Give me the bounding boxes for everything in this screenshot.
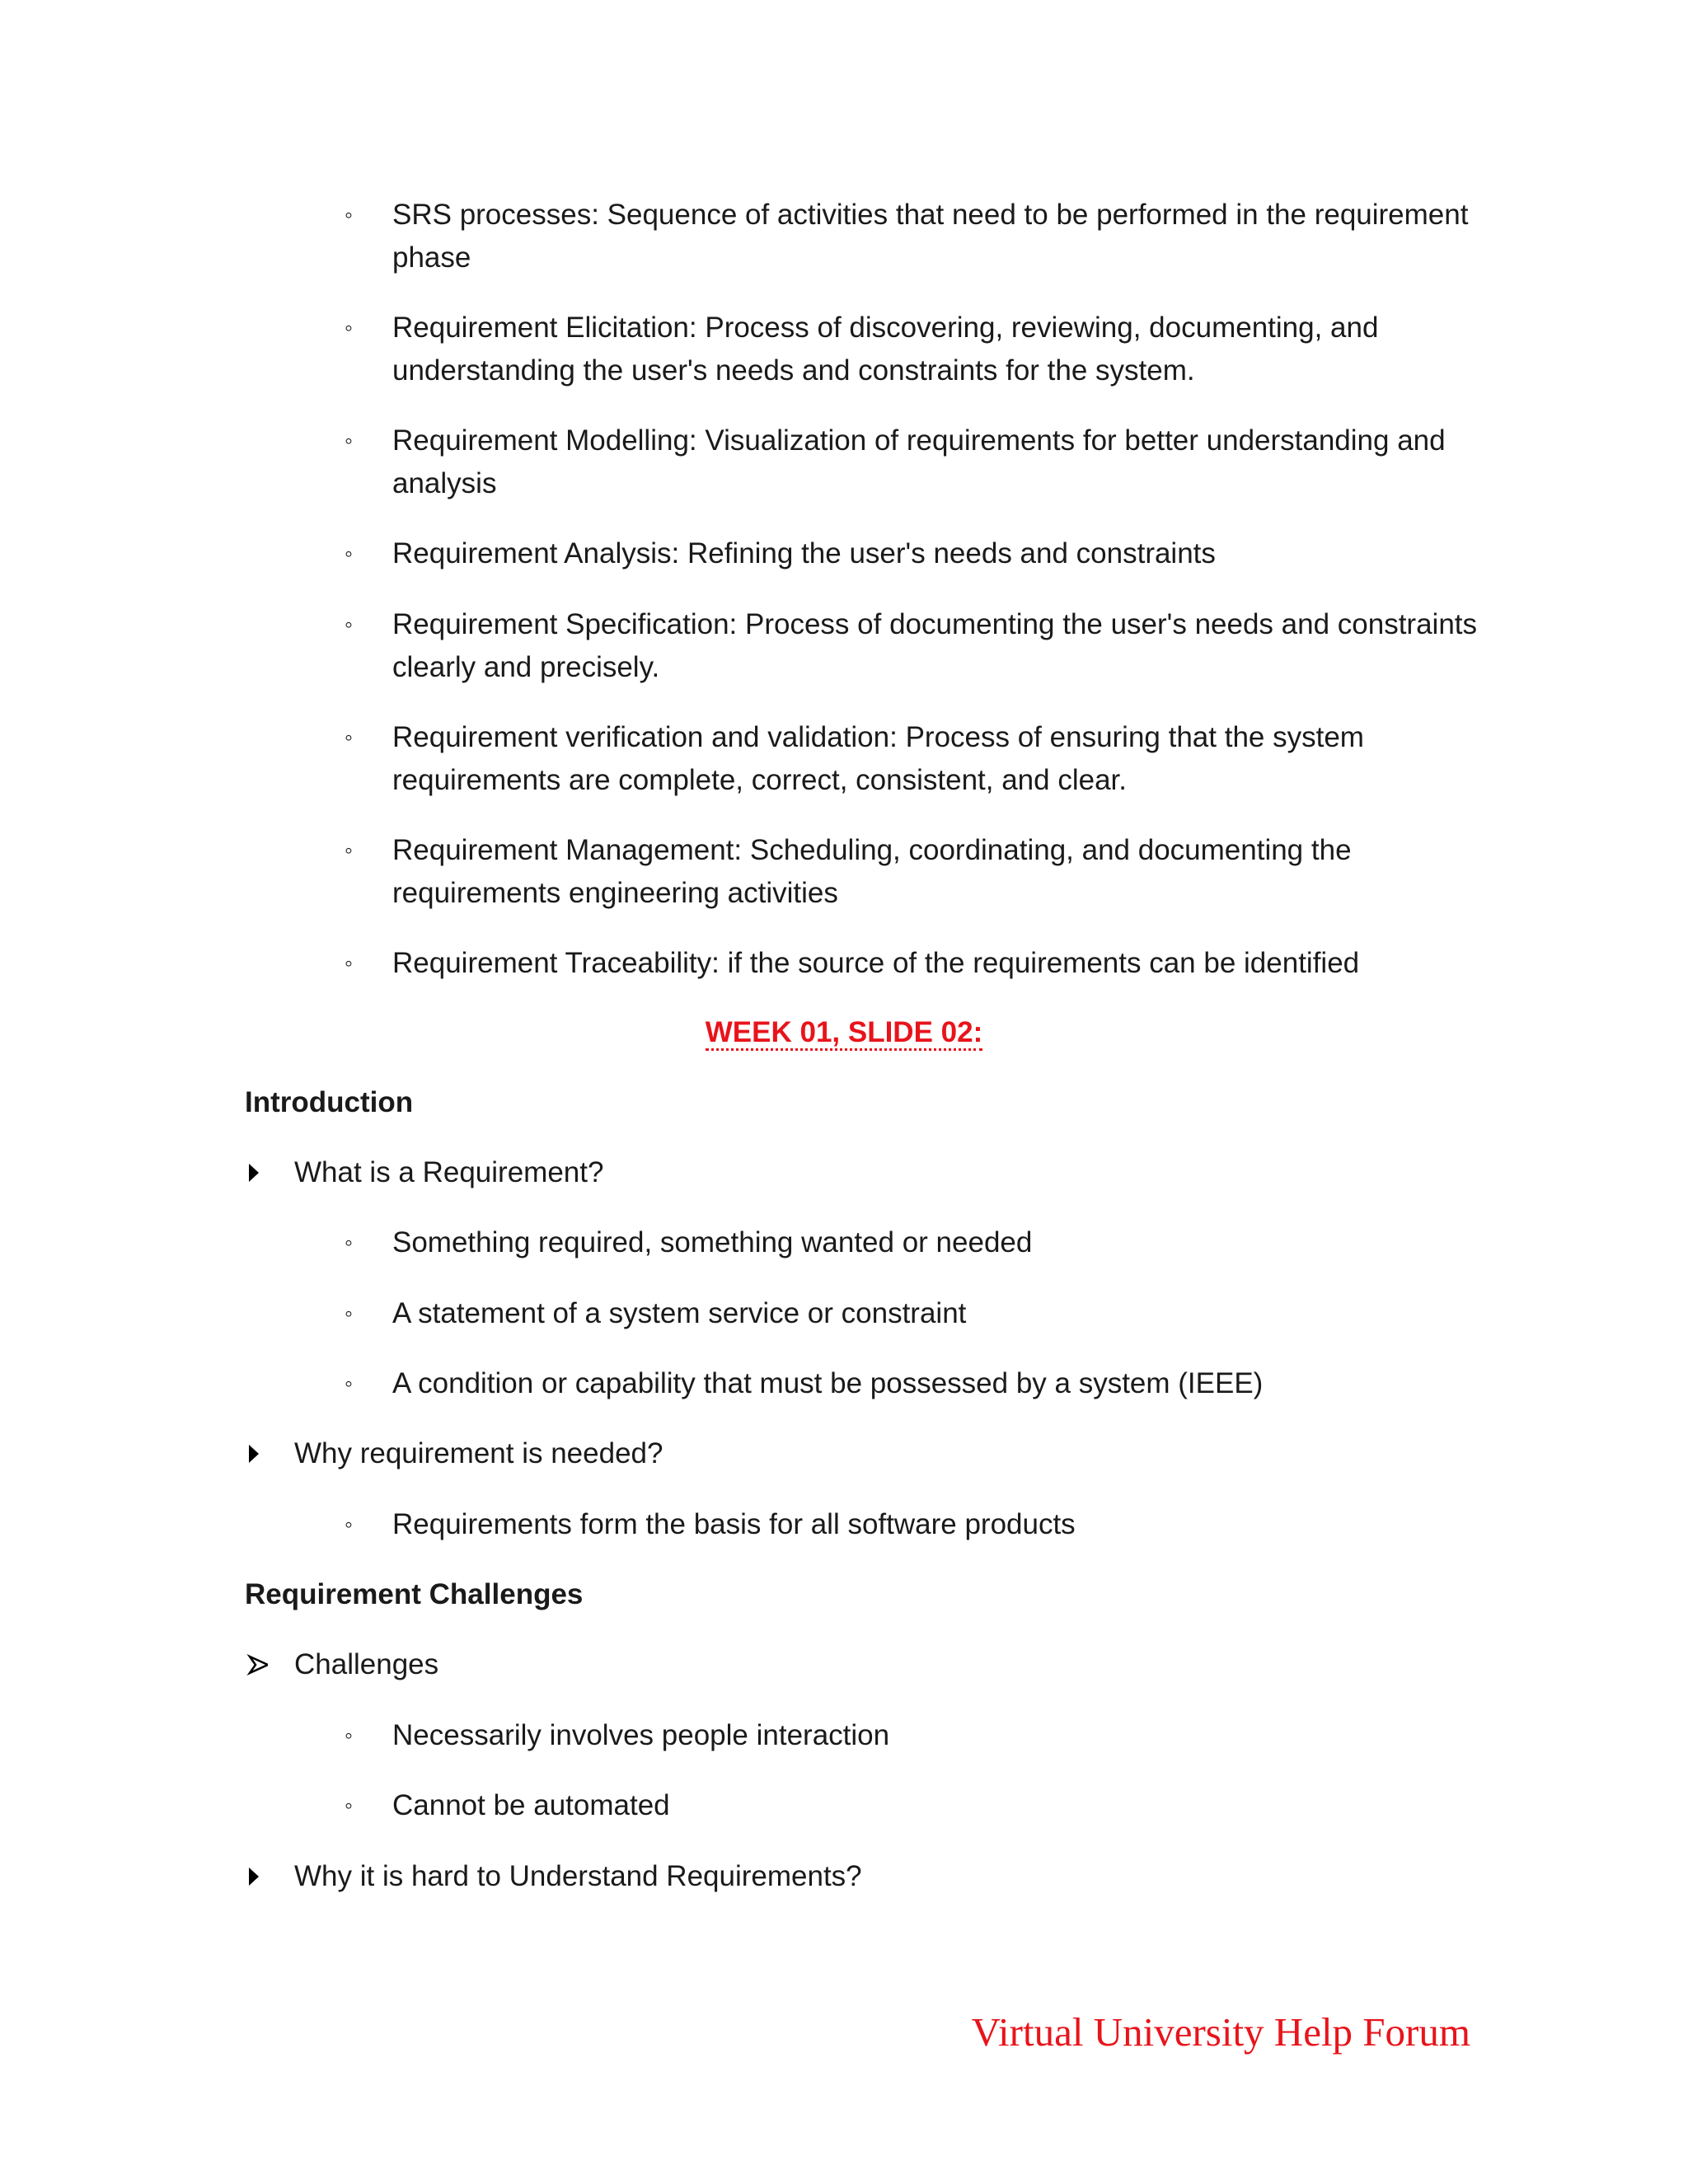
srs-item — [345, 194, 1469, 279]
intro-item — [345, 1221, 1033, 1264]
circle-bullet-icon: ◦ — [345, 1301, 353, 1326]
question-text: What is a Requirement? — [294, 1156, 604, 1188]
footer-watermark: Virtual University Help Forum — [971, 2009, 1470, 2055]
week-slide-title — [0, 1011, 1688, 1054]
challenge-item-text: Necessarily involves people interaction — [392, 1719, 890, 1751]
srs-item — [345, 829, 1352, 915]
circle-bullet-icon: ◦ — [345, 202, 353, 227]
srs-item-line: clearly and precisely. — [392, 651, 660, 683]
srs-item-line: Requirement Traceability: if the source of the requirements can be identified — [392, 947, 1360, 979]
srs-item-line: Requirement Analysis: Refining the user's needs and constraints — [392, 537, 1216, 569]
question-text: Why requirement is needed? — [294, 1437, 663, 1469]
circle-bullet-icon: ◦ — [345, 428, 353, 453]
circle-bullet-icon: ◦ — [345, 612, 353, 637]
circle-bullet-icon: ◦ — [345, 837, 353, 863]
circle-bullet-icon: ◦ — [345, 1722, 353, 1748]
srs-item-line: Requirement Modelling: Visualization of requirements for better understanding and — [392, 424, 1446, 457]
srs-item — [345, 532, 1216, 575]
srs-item-line: requirements engineering activities — [392, 877, 838, 909]
question-item — [294, 1432, 663, 1475]
srs-item-line: Requirement verification and validation: Process of ensuring that the system — [392, 721, 1364, 753]
srs-item-line: SRS processes: Sequence of activities that need to be performed in the requirement — [392, 199, 1469, 231]
srs-item — [345, 307, 1379, 392]
arrow-bullet-icon — [246, 1643, 268, 1686]
question-text: Why it is hard to Understand Requirements? — [294, 1860, 862, 1892]
challenges-item — [294, 1643, 438, 1686]
intro-item-text: A statement of a system service or constraint — [392, 1297, 967, 1329]
srs-item-line: Requirement Elicitation: Process of discovering, reviewing, documenting, and — [392, 312, 1379, 344]
srs-item — [345, 603, 1478, 689]
question-item — [294, 1855, 862, 1898]
question-item — [294, 1151, 603, 1194]
circle-bullet-icon: ◦ — [345, 1793, 353, 1818]
triangle-right-bullet-icon — [246, 1855, 265, 1898]
srs-item-line: Requirement Management: Scheduling, coordinating, and documenting the — [392, 834, 1352, 866]
srs-item — [345, 419, 1446, 505]
srs-item-line: requirements are complete, correct, consistent, and clear. — [392, 764, 1127, 796]
intro-item — [345, 1292, 967, 1335]
circle-bullet-icon: ◦ — [345, 1371, 353, 1396]
intro-item-text: Requirements form the basis for all software products — [392, 1508, 1076, 1540]
srs-item — [345, 716, 1364, 802]
circle-bullet-icon: ◦ — [345, 724, 353, 750]
challenge-item — [345, 1784, 670, 1827]
srs-item-line: understanding the user's needs and constraints for the system. — [392, 354, 1195, 387]
srs-item-line: analysis — [392, 467, 497, 499]
circle-bullet-icon: ◦ — [345, 1230, 353, 1255]
circle-bullet-icon: ◦ — [345, 950, 353, 976]
srs-item — [345, 942, 1360, 985]
intro-item — [345, 1503, 1076, 1546]
challenges-label: Challenges — [294, 1648, 439, 1680]
intro-item-text: A condition or capability that must be possessed by a system (IEEE) — [392, 1367, 1264, 1399]
triangle-right-bullet-icon — [246, 1151, 265, 1194]
circle-bullet-icon: ◦ — [345, 315, 353, 340]
srs-item-line: Requirement Specification: Process of documenting the user's needs and constraints — [392, 608, 1478, 640]
challenge-item — [345, 1714, 890, 1757]
intro-item — [345, 1362, 1264, 1405]
intro-item-text: Something required, something wanted or needed — [392, 1226, 1033, 1258]
week-slide-title-text: WEEK 01, SLIDE 02: — [706, 1016, 982, 1051]
introduction-heading: Introduction — [245, 1086, 414, 1118]
circle-bullet-icon: ◦ — [345, 541, 353, 566]
challenge-item-text: Cannot be automated — [392, 1789, 670, 1821]
circle-bullet-icon: ◦ — [345, 1511, 353, 1537]
triangle-right-bullet-icon — [246, 1432, 265, 1475]
challenges-heading: Requirement Challenges — [245, 1578, 584, 1610]
srs-item-line: phase — [392, 241, 471, 274]
